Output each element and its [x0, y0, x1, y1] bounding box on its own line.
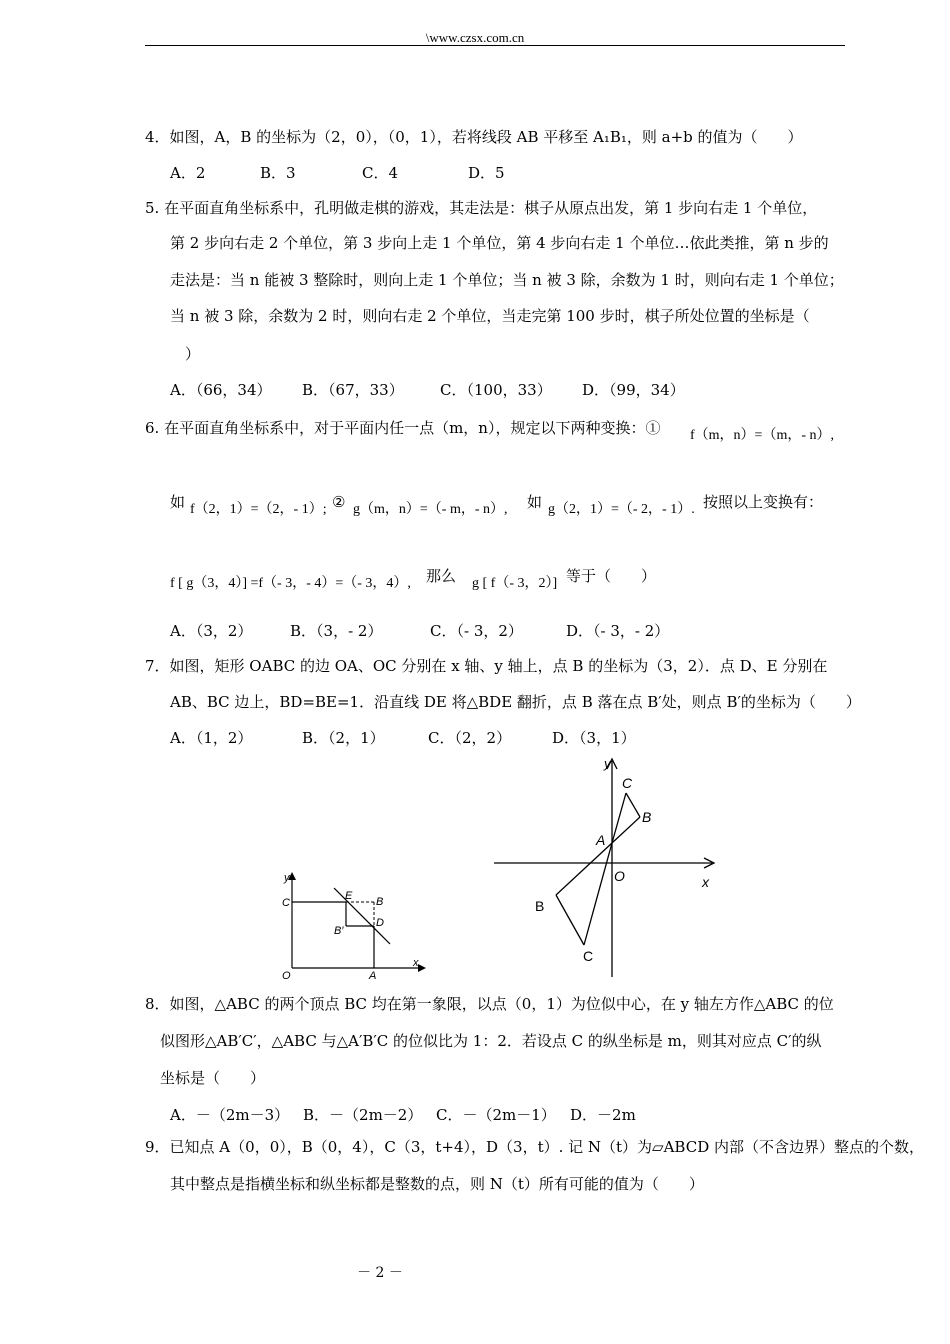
edge-ab-prime [556, 843, 612, 895]
q5-line3: 走法是：当 n 能被 3 整除时，则向上走 1 个单位；当 n 被 3 除，余数为 1 时，则向右走 1 个单位； [170, 271, 844, 289]
label-a: A [596, 832, 606, 848]
q5-line4: 当 n 被 3 除，余数为 2 时，则向右走 2 个单位，当走完第 100 步时，棋子所处位置的坐标是（ [170, 307, 810, 325]
q7-option-d: D．（3，1） [552, 729, 636, 747]
label-a: A [369, 970, 377, 980]
label-x: x [413, 957, 419, 969]
q8-line2: 似图形△AB′C′，△ABC 与△A′B′C 的位似比为 1：2．若设点 C 的纵坐标是 m，则其对应点 C′的纵 [160, 1032, 822, 1050]
q9-line1: 9．已知点 A（0，0），B（0，4），C（3，t+4），D（3，t）. 记 N（t）为▱ABCD 内部（不含边界）整点的个数， [145, 1138, 925, 1156]
q6-option-c: C．（- 3，2） [430, 622, 523, 640]
edge-b-prime-c-prime [556, 895, 584, 945]
header-divider [145, 45, 845, 46]
label-d: D [376, 917, 384, 929]
q6-option-b: B．（3，- 2） [290, 622, 383, 640]
q8-option-a: A．－（2m－3） [170, 1106, 290, 1124]
q4-option-d: D．5 [468, 164, 505, 182]
q8-option-c: C．－（2m－1） [436, 1106, 556, 1124]
q5-line5: ） [185, 345, 201, 363]
q6-question-expression: g [ f（- 3，2）] [472, 576, 558, 591]
q6-then: 那么 [426, 567, 457, 585]
q5-line1: 5. 在平面直角坐标系中，孔明做走棋的游戏，其走法是：棋子从原点出发，第 1 步向右走 1 个单位， [145, 199, 818, 217]
label-c: C [622, 775, 633, 791]
x-axis-arrow [418, 964, 426, 972]
q4-option-b: B．3 [260, 164, 296, 182]
q6-line1: 6. 在平面直角坐标系中，对于平面内任一点（m，n），规定以下两种变换：① [145, 419, 661, 437]
page-number: － 2 － [357, 1265, 403, 1281]
q7-line2: AB、BC 边上，BD=BE=1．沿直线 DE 将△BDE 翻折，点 B 落在点 B′处，则点 B′的坐标为（ ） [170, 693, 861, 711]
q4-option-a: A．2 [170, 164, 206, 182]
q4-text: 4．如图，A，B 的坐标为（2，0），（0，1），若将线段 AB 平移至 A₁B₁，则 a+b 的值为（ ） [145, 128, 803, 146]
edge-cb [626, 793, 640, 817]
label-c-image: C [583, 948, 594, 964]
q5-option-b: B．（67，33） [302, 381, 404, 399]
q7-line1: 7．如图，矩形 OABC 的边 OA、OC 分别在 x 轴、y 轴上，点 B 的坐标为（3，2）．点 D、E 分别在 [145, 657, 828, 675]
q7-option-a: A．（1，2） [170, 729, 253, 747]
q6-example2-prefix: 如 [527, 493, 543, 511]
q6-example1: f（2，1）=（2，- 1）; [190, 502, 327, 517]
label-x: x [702, 874, 709, 890]
q6-circled-2: ② [332, 493, 346, 511]
q6-example2: g（2，1）=（- 2，- 1）. [548, 502, 695, 517]
q6-equals-blank: 等于（ ） [566, 567, 657, 585]
q8-line1: 8．如图，△ABC 的两个顶点 BC 均在第一象限，以点（0，1）为位似中心，在 y 轴左方作△ABC 的位 [145, 995, 834, 1013]
q6-f-definition: f（m，n）=（m，- n）, [690, 428, 834, 443]
q9-line2: 其中整点是指横坐标和纵坐标都是整数的点，则 N（t）所有可能的值为（ ） [170, 1175, 704, 1193]
q6-g-definition: g（m，n）=（- m，- n）, [353, 502, 508, 517]
q4-option-c: C．4 [362, 164, 399, 182]
header-url: \www.czsx.com.cn [425, 30, 525, 45]
label-e: E [345, 890, 353, 902]
q8-homothety-figure [490, 755, 722, 980]
q5-option-c: C．（100，33） [440, 381, 552, 399]
edge-ac [612, 793, 626, 843]
label-b-image: B [535, 898, 545, 914]
label-y: y [604, 756, 611, 771]
q5-option-a: A．（66，34） [170, 381, 272, 399]
q5-line2: 第 2 步向右走 2 个单位，第 3 步向上走 1 个单位，第 4 步向右走 1 个单位…依此类推，第 n 步的 [170, 234, 829, 252]
q7-rectangle-figure [268, 868, 428, 980]
label-o: O [282, 970, 291, 980]
label-b: B [376, 896, 384, 908]
label-b: B [642, 809, 652, 825]
q6-option-d: D．（- 3，- 2） [566, 622, 670, 640]
q8-option-b: B．－（2m－2） [303, 1106, 423, 1124]
label-y: y [284, 872, 290, 884]
q5-option-d: D．（99，34） [582, 381, 685, 399]
q6-composite-example: f [ g（3，4）] =f（- 3，- 4）=（- 3，4）, [170, 576, 411, 591]
q6-example2-suffix: 按照以上变换有： [703, 493, 824, 511]
label-c: C [282, 897, 290, 909]
q6-example1-prefix: 如 [170, 493, 186, 511]
edge-ac-prime [584, 843, 612, 945]
q8-line3: 坐标是（ ） [160, 1069, 266, 1087]
q7-option-b: B．（2，1） [302, 729, 385, 747]
q6-option-a: A．（3，2） [170, 622, 253, 640]
q8-option-d: D．－2m [570, 1106, 636, 1124]
label-o: O [614, 868, 625, 884]
label-b-prime: B′ [334, 925, 344, 937]
q7-option-c: C．（2，2） [428, 729, 512, 747]
